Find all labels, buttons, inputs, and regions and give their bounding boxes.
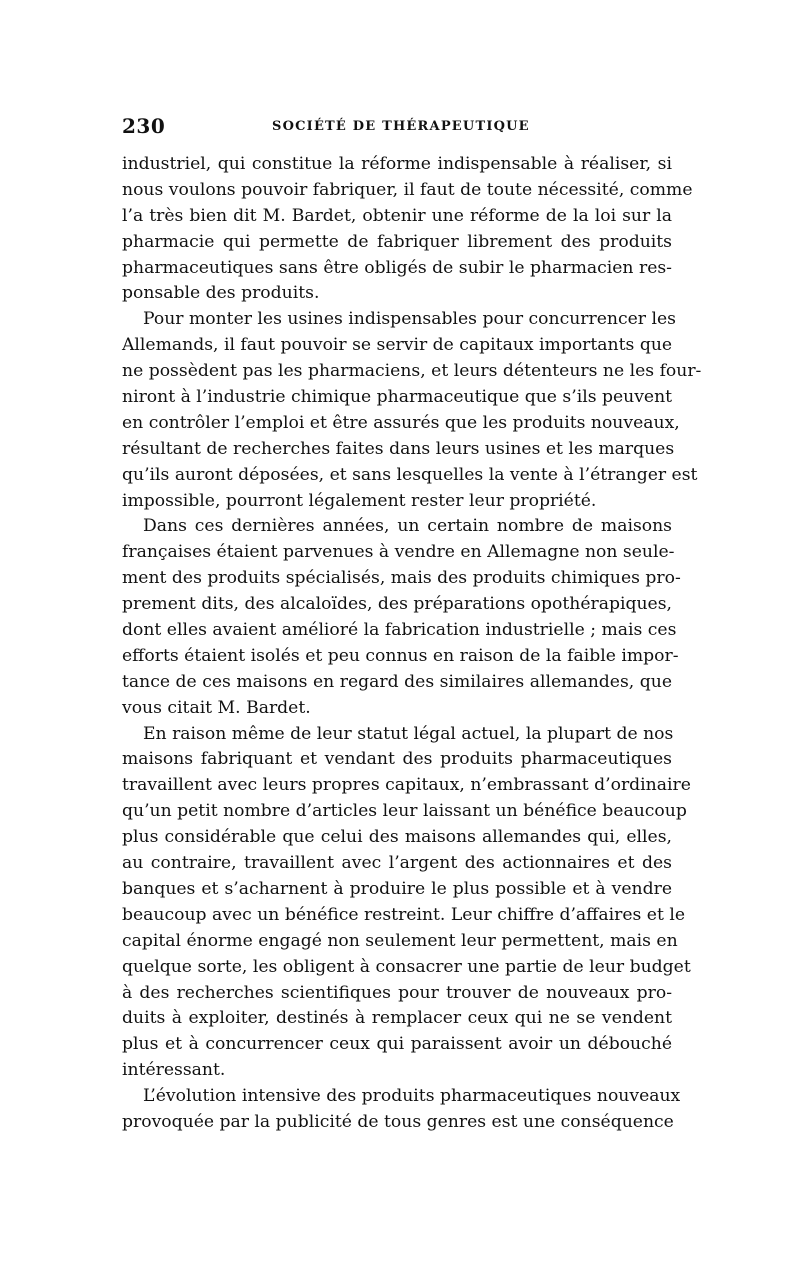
text-line: duits à exploiter, destinés à remplacer ceux qui ne se vendent [122, 1008, 672, 1029]
text-line: Allemands, il faut pouvoir se servir de capitaux importants que [122, 335, 673, 356]
text-line: banques et s’acharnent à produire le plus possible et à vendre [122, 878, 672, 899]
text-line: ment des produits spécialisés, mais des produits chimiques pro- [122, 568, 681, 589]
text-line: impossible, pourront légalement rester leur propriété. [122, 490, 597, 511]
text-line: ponsable des produits. [122, 283, 320, 304]
text-line: l’a très bien dit M. Bardet, obtenir une réforme de la loi sur la [122, 205, 672, 226]
text-line: françaises étaient parvenues à vendre en Allemagne non seule- [122, 542, 675, 563]
text-line: au contraire, travaillent avec l’argent des actionnaires et des [122, 853, 672, 874]
text-line: vous citait M. Bardet. [122, 697, 311, 718]
text-line: L’évolution intensive des produits pharmaceutiques nouveaux [143, 1086, 681, 1107]
text-line: industriel, qui constitue la réforme indispensable à réaliser, si [122, 154, 672, 174]
text-line: capital énorme engagé non seulement leur permettent, mais en [122, 930, 678, 951]
text-line: Pour monter les usines indispensables pour concurrencer les [143, 309, 676, 330]
page-number: 230 [122, 114, 166, 138]
text-line: dont elles avaient amélioré la fabrication industrielle ; mais ces [122, 620, 677, 641]
text-line: pharmaceutiques sans être obligés de subir le pharmacien res- [122, 257, 672, 278]
text-line: plus considérable que celui des maisons allemandes qui, elles, [122, 827, 672, 848]
text-line: travaillent avec leurs propres capitaux, n’embrassant d’ordinaire [122, 775, 691, 796]
text-line: prement dits, des alcaloïdes, des préparations opothérapiques, [122, 594, 672, 615]
text-line: en contrôler l’emploi et être assurés que les produits nouveaux, [122, 412, 680, 433]
text-line: nous voulons pouvoir fabriquer, il faut de toute nécessité, comme [122, 179, 693, 200]
text-line: intéressant. [122, 1060, 226, 1081]
text-line: tance de ces maisons en regard des similaires allemandes, que [122, 671, 672, 692]
text-line: quelque sorte, les obligent à consacrer une partie de leur budget [122, 956, 691, 977]
text-line: à des recherches scientifiques pour trouver de nouveaux pro- [122, 982, 672, 1003]
text-line: beaucoup avec un bénéfice restreint. Leur chiffre d’affaires et le [122, 904, 685, 925]
text-line: niront à l’industrie chimique pharmaceutique que s’ils peuvent [122, 387, 673, 408]
text-line: plus et à concurrencer ceux qui paraissent avoir un débouché [122, 1034, 672, 1055]
text-line: résultant de recherches faites dans leurs usines et les marques [122, 438, 675, 459]
text-line: pharmacie qui permette de fabriquer librement des produits [122, 231, 672, 252]
running-title: SOCIÉTÉ DE THÉRAPEUTIQUE [272, 119, 530, 134]
running-head [122, 114, 672, 140]
text-line: maisons fabriquant et vendant des produits pharmaceutiques [122, 749, 672, 770]
text-line: ne possèdent pas les pharmaciens, et leurs détenteurs ne les four- [122, 361, 702, 382]
text-line: qu’ils auront déposées, et sans lesquelles la vente à l’étranger est [122, 464, 698, 485]
text-line: Dans ces dernières années, un certain nombre de maisons [143, 516, 672, 537]
text-line: En raison même de leur statut légal actuel, la plupart de nos [143, 723, 674, 744]
body-text [122, 152, 702, 1136]
text-line: efforts étaient isolés et peu connus en raison de la faible impor- [122, 645, 679, 666]
text-line: provoquée par la publicité de tous genres est une conséquence [122, 1111, 674, 1132]
text-line: qu’un petit nombre d’articles leur laissant un bénéfice beaucoup [122, 801, 687, 822]
